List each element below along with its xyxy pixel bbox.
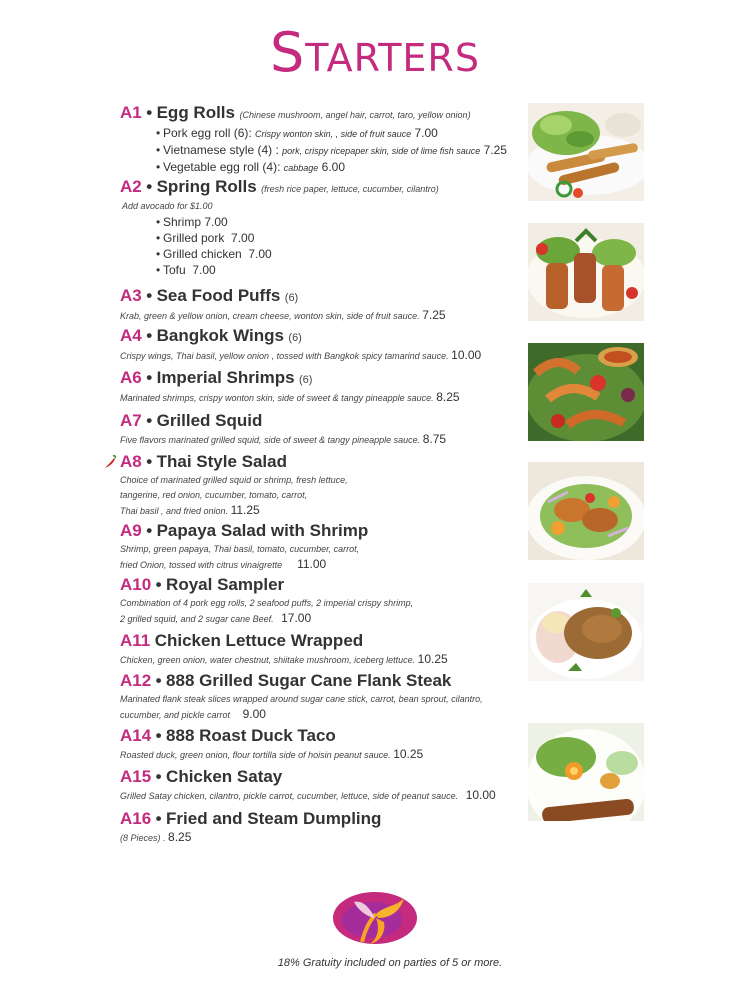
sub-item: • Grilled chicken 7.00 bbox=[156, 247, 272, 261]
item-code: A10 bbox=[120, 575, 152, 594]
item-price: 8.25 bbox=[436, 390, 460, 404]
item-name: Chicken Satay bbox=[166, 767, 283, 786]
item-description: (8 Pieces) . 8.25 bbox=[120, 830, 192, 844]
sub-item: • Shrimp 7.00 bbox=[156, 215, 228, 229]
item-description: Choice of marinated grilled squid or shrimp, fresh lettuce, tangerine, red onion, cucumber, tomato, carrot, Thai basil , and fried onion. 11.25 bbox=[120, 475, 348, 517]
item-name: Imperial Shrimps bbox=[156, 368, 295, 387]
item-note: (6) bbox=[284, 292, 299, 304]
menu-item-a9: A9 • Papaya Salad with Shrimp Shrimp, green papaya, Thai basil, tomato, cucumber, carrot, fried Onion, tossed with citrus vinaigrette 11.00 bbox=[120, 521, 520, 573]
item-note: (Chinese mushroom, angel hair, carrot, taro, yellow onion) bbox=[239, 110, 471, 120]
item-price: 10.00 bbox=[465, 788, 496, 802]
item-description: Crispy wings, Thai basil, yellow onion , tossed with Bangkok spicy tamarind sauce. 10.00 bbox=[120, 348, 482, 362]
item-name: 888 Roast Duck Taco bbox=[166, 726, 336, 745]
item-name: Spring Rolls bbox=[156, 177, 257, 196]
item-code: A11 bbox=[120, 631, 151, 650]
gratuity-note: 18% Gratuity included on parties of 5 or more. bbox=[277, 957, 503, 969]
item-description: Shrimp, green papaya, Thai basil, tomato, cucumber, carrot, fried Onion, tossed with citrus vinaigrette 11.00 bbox=[120, 544, 360, 571]
item-name: Egg Rolls bbox=[156, 103, 235, 122]
menu-item-a10: A10 • Royal Sampler Combination of 4 pork egg rolls, 2 seafood puffs, 2 imperial crispy shrimp, 2 grilled squid, and 2 sugar cane Beef. 17.00 bbox=[120, 575, 520, 627]
item-code: A2 bbox=[120, 177, 142, 196]
item-price: 7.25 bbox=[422, 308, 446, 322]
item-code: A15 bbox=[120, 767, 152, 786]
item-price: 10.00 bbox=[451, 348, 482, 362]
sub-item: • Pork egg roll (6): Crispy wonton skin, , side of fruit sauce 7.00 bbox=[156, 126, 438, 140]
menu-item-a14: A14 • 888 Roast Duck Taco Roasted duck, green onion, flour tortilla side of hoisin peanut sauce. 10.25 bbox=[120, 726, 520, 763]
sub-item: • Vietnamese style (4) : pork, crispy ricepaper skin, side of lime fish sauce 7.25 bbox=[156, 143, 507, 157]
sub-item: • Grilled pork 7.00 bbox=[156, 231, 255, 245]
menu-item-a4: A4 • Bangkok Wings (6) Crispy wings, Thai basil, yellow onion , tossed with Bangkok spicy tamarind sauce. 10.00 bbox=[120, 326, 520, 364]
item-code: A16 bbox=[120, 809, 152, 828]
menu-item-a3: A3 • Sea Food Puffs (6) Krab, green & yellow onion, cream cheese, wonton skin, side of fruit sauce. 7.25 bbox=[120, 286, 520, 324]
chili-pepper-icon bbox=[103, 454, 117, 475]
sub-item: • Tofu 7.00 bbox=[156, 263, 216, 277]
item-description: Five flavors marinated grilled squid, side of sweet & tangy pineapple sauce. 8.75 bbox=[120, 432, 447, 446]
item-name: 888 Grilled Sugar Cane Flank Steak bbox=[166, 671, 452, 690]
item-description: Chicken, green onion, water chestnut, shiitake mushroom, iceberg lettuce. 10.25 bbox=[120, 652, 448, 666]
item-code: A3 bbox=[120, 286, 142, 305]
item-note: (6) bbox=[288, 332, 302, 344]
item-code: A14 bbox=[120, 726, 152, 745]
restaurant-logo bbox=[332, 888, 418, 953]
egg-rolls-photo bbox=[528, 103, 644, 201]
lettuce-wrap-photo bbox=[528, 583, 644, 681]
item-code: A1 bbox=[120, 103, 142, 122]
item-name: Royal Sampler bbox=[166, 575, 285, 594]
item-code: A8 bbox=[120, 452, 142, 471]
menu-item-a2 bbox=[120, 177, 520, 278]
item-price: 17.00 bbox=[281, 611, 312, 625]
item-note: (fresh rice paper, lettuce, cucumber, cilantro) bbox=[261, 184, 439, 194]
item-code: A6 bbox=[120, 368, 142, 387]
item-code: A9 bbox=[120, 521, 142, 540]
item-price: 11.00 bbox=[297, 557, 327, 571]
item-price: 10.25 bbox=[393, 747, 424, 761]
item-note: (6) bbox=[298, 374, 313, 386]
menu-item-a12: A12 • 888 Grilled Sugar Cane Flank Steak Marinated flank steak slices wrapped around sugar cane stick, carrot, bean sprout, cilantro, cucumber, and pickle carrot 9.00 bbox=[120, 671, 520, 723]
item-description: Marinated flank steak slices wrapped around sugar cane stick, carrot, bean sprout, cilantro, cucumber, and pickle carrot 9.00 bbox=[120, 694, 483, 721]
item-name: Chicken Lettuce Wrapped bbox=[154, 631, 364, 650]
item-name: Sea Food Puffs bbox=[156, 286, 281, 305]
menu-item-a7: A7 • Grilled Squid Five flavors marinated grilled squid, side of sweet & tangy pineapple sauce. 8.75 bbox=[120, 411, 520, 448]
item-price: 11.25 bbox=[230, 503, 260, 517]
item-name: Grilled Squid bbox=[156, 411, 263, 430]
item-description: Krab, green & yellow onion, cream cheese, wonton skin, side of fruit sauce. 7.25 bbox=[120, 308, 446, 322]
item-price: 10.25 bbox=[417, 652, 448, 666]
item-description: Marinated shrimps, crispy wonton skin, side of sweet & tangy pineapple sauce. 8.25 bbox=[120, 390, 460, 404]
item-name: Thai Style Salad bbox=[156, 452, 287, 471]
menu-item-a15: A15 • Chicken Satay Grilled Satay chicken, cilantro, pickle carrot, cucumber, lettuce, side of peanut sauce. 10.00 bbox=[120, 767, 520, 804]
chicken-satay-photo bbox=[528, 723, 644, 821]
item-name: Papaya Salad with Shrimp bbox=[156, 521, 369, 540]
item-price: 9.00 bbox=[242, 707, 266, 721]
item-description: Grilled Satay chicken, cilantro, pickle carrot, cucumber, lettuce, side of peanut sauce. 10.00 bbox=[120, 788, 496, 802]
menu-item-a1 bbox=[120, 103, 520, 176]
item-code: A7 bbox=[120, 411, 142, 430]
menu-item-a16: A16 • Fried and Steam Dumpling (8 Pieces) . 8.25 bbox=[120, 809, 520, 846]
item-header bbox=[120, 103, 520, 125]
item-description: Combination of 4 pork egg rolls, 2 seafood puffs, 2 imperial crispy shrimp, 2 grilled squid, and 2 sugar cane Beef. 17.00 bbox=[120, 598, 414, 625]
menu-item-a6: A6 • Imperial Shrimps (6) Marinated shrimps, crispy wonton skin, side of sweet & tangy pineapple sauce. 8.25 bbox=[120, 368, 520, 406]
item-name: Bangkok Wings bbox=[156, 326, 284, 345]
bullet-separator: • bbox=[146, 103, 153, 122]
thai-salad-photo bbox=[528, 462, 644, 560]
menu-item-a11 bbox=[120, 631, 520, 668]
item-header bbox=[120, 177, 520, 199]
sub-item: • Vegetable egg roll (4): cabbage 6.00 bbox=[156, 160, 345, 174]
bullet-separator: • bbox=[146, 177, 153, 196]
sub-list bbox=[120, 125, 520, 176]
item-name: Fried and Steam Dumpling bbox=[166, 809, 382, 828]
menu-item-a8: A8 • Thai Style Salad Choice of marinated grilled squid or shrimp, fresh lettuce, tangerine, red onion, cucumber, tomato, carrot, Thai basil , and fried onion. 11.25 bbox=[120, 452, 520, 519]
sub-list bbox=[120, 214, 520, 278]
item-extra: Add avocado for $1.00 bbox=[122, 201, 213, 211]
imperial-shrimps-photo bbox=[528, 343, 644, 441]
item-code: A12 bbox=[120, 671, 152, 690]
spring-rolls-photo bbox=[528, 223, 644, 321]
item-code: A4 bbox=[120, 326, 142, 345]
item-price: 8.25 bbox=[168, 830, 192, 844]
page-title: Starters bbox=[270, 21, 480, 84]
item-description: Roasted duck, green onion, flour tortilla side of hoisin peanut sauce. 10.25 bbox=[120, 747, 424, 761]
item-price: 8.75 bbox=[422, 432, 447, 446]
